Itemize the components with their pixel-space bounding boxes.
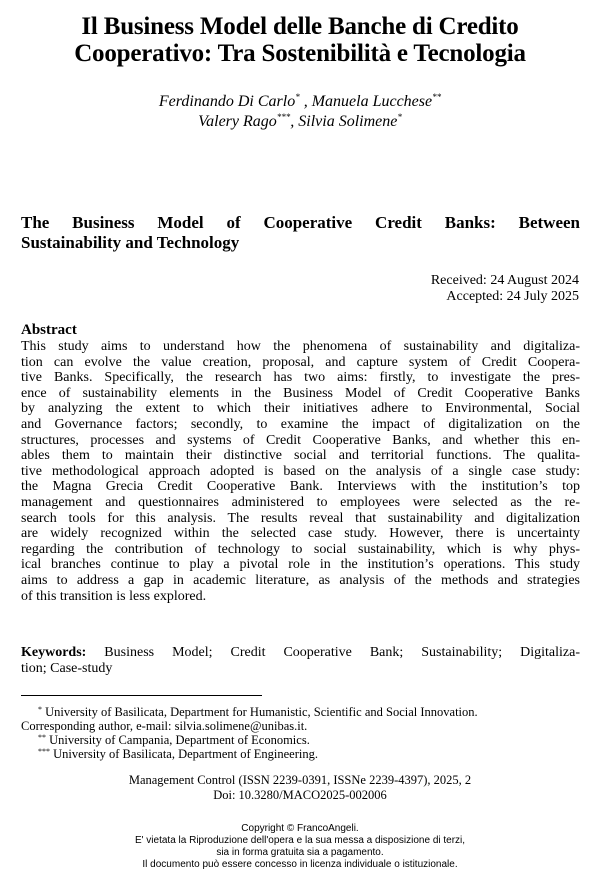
copyright-line: E' vietata la Riproduzione dell'opera e la sua messa a disposizione di terzi, — [134, 835, 466, 846]
abstract-line: tive Banks. Specifically, the research has two aims: firstly, to investigate the pres- — [21, 370, 580, 386]
abstract-body — [21, 339, 580, 604]
italian-title — [0, 13, 600, 67]
abstract-line: ables them to maintain their distinctive social and territorial functions. The qualita- — [21, 448, 580, 464]
submission-dates — [431, 273, 579, 305]
author-name: Silvia Solimene — [298, 113, 398, 130]
footnote — [21, 705, 580, 719]
affiliation-mark: *** — [276, 112, 291, 122]
abstract-line: aims to address a gap in academic literature, as analysis of the methods and strategies — [21, 572, 580, 588]
footnote-mark: *** — [38, 747, 50, 756]
english-title-line: Sustainability and Technology — [21, 233, 240, 252]
abstract-line: regarding the contribution of technology to social sustainability, which is why phys- — [21, 541, 580, 557]
footnote-text: University of Basilicata, Department for Humanistic, Scientific and Social Innovation. — [42, 705, 478, 719]
abstract-heading: Abstract — [21, 322, 77, 338]
abstract-line: ical branches continue to play a pivotal role in the institution’s operations. This study — [21, 557, 580, 573]
keywords-label: Keywords: — [21, 645, 87, 660]
copyright-notice — [0, 823, 600, 871]
abstract-line: by analyzing the extent to which their initiatives adhere to Environmental, Social — [21, 401, 580, 417]
footnote-mark: * — [38, 705, 42, 714]
footnote-text: Corresponding author, e-mail: silvia.solimene@unibas.it. — [21, 719, 308, 733]
copyright-line: sia in forma gratuita sia a pagamento. — [216, 847, 384, 858]
accepted-date: Accepted: 24 July 2025 — [446, 289, 579, 304]
italian-title-line: Il Business Model delle Banche di Credito — [81, 13, 519, 40]
journal-doi: Doi: 10.3280/MACO2025-002006 — [213, 788, 387, 802]
author-name: Ferdinando Di Carlo — [158, 93, 296, 110]
keywords-line: tion; Case-study — [21, 661, 113, 676]
keywords-line — [21, 645, 580, 661]
author-line — [0, 112, 600, 132]
footnote — [21, 747, 580, 761]
author-separator: , — [299, 93, 312, 110]
footnote — [21, 719, 580, 733]
abstract-line: of this transition is less explored. — [21, 588, 207, 604]
english-title-line: The Business Model of Cooperative Credit Banks: Between — [21, 213, 580, 232]
keywords — [21, 645, 580, 677]
abstract-line: structures, processes and systems of Credit Cooperative Banks, and whether this en- — [21, 432, 580, 448]
abstract-line: ence of sustainability elements in the Business Model of Credit Cooperative Banks — [21, 385, 580, 401]
abstract-line: management and questionnaires administered to employees were selected as the re- — [21, 494, 580, 510]
english-title — [21, 213, 580, 253]
author-name: Valery Rago — [198, 113, 277, 130]
received-date: Received: 24 August 2024 — [430, 273, 579, 288]
journal-info — [0, 773, 600, 803]
author-line — [0, 92, 600, 112]
keywords-text: Business Model; Credit Cooperative Bank; Sustainability; Digitaliza- — [86, 645, 580, 660]
footnote-separator — [21, 695, 262, 696]
footnote-text: University of Basilicata, Department of Engineering. — [50, 747, 318, 761]
abstract-line: tion can evolve the value creation, proposal, and capture system of Credit Coopera- — [21, 354, 580, 370]
abstract-line: tive methodological approach adopted is based on the analysis of a single case study: — [21, 463, 580, 479]
footnotes — [21, 705, 580, 761]
abstract-line: and Governance factors; secondly, to examine the impact of digitalization on the — [21, 416, 580, 432]
author-list — [0, 92, 600, 132]
author-separator: , — [290, 113, 299, 130]
author-name: Manuela Lucchese — [311, 93, 433, 110]
abstract-line: the Magna Grecia Credit Cooperative Bank. Interviews with the institution’s top — [21, 479, 580, 495]
footnote-text: University of Campania, Department of Economics. — [46, 733, 310, 747]
italian-title-line: Cooperativo: Tra Sostenibilità e Tecnologia — [74, 40, 526, 67]
journal-citation: Management Control (ISSN 2239-0391, ISSNe 2239-4397), 2025, 2 — [128, 773, 472, 787]
footnote — [21, 733, 580, 747]
footnote-mark: ** — [38, 733, 46, 742]
affiliation-mark: * — [397, 112, 402, 122]
abstract-line: This study aims to understand how the phenomena of sustainability and digitaliza- — [21, 339, 580, 354]
affiliation-mark: ** — [432, 92, 442, 102]
copyright-line: Copyright © FrancoAngeli. — [241, 823, 359, 834]
affiliation-mark: * — [295, 92, 300, 102]
copyright-line: Il documento può essere concesso in licenza individuale o istituzionale. — [142, 859, 458, 870]
abstract-line: search tools for this analysis. The results reveal that sustainability and digitalization — [21, 510, 580, 526]
abstract-line: are widely recognized within the selected case study. However, there is uncertainty — [21, 526, 580, 542]
